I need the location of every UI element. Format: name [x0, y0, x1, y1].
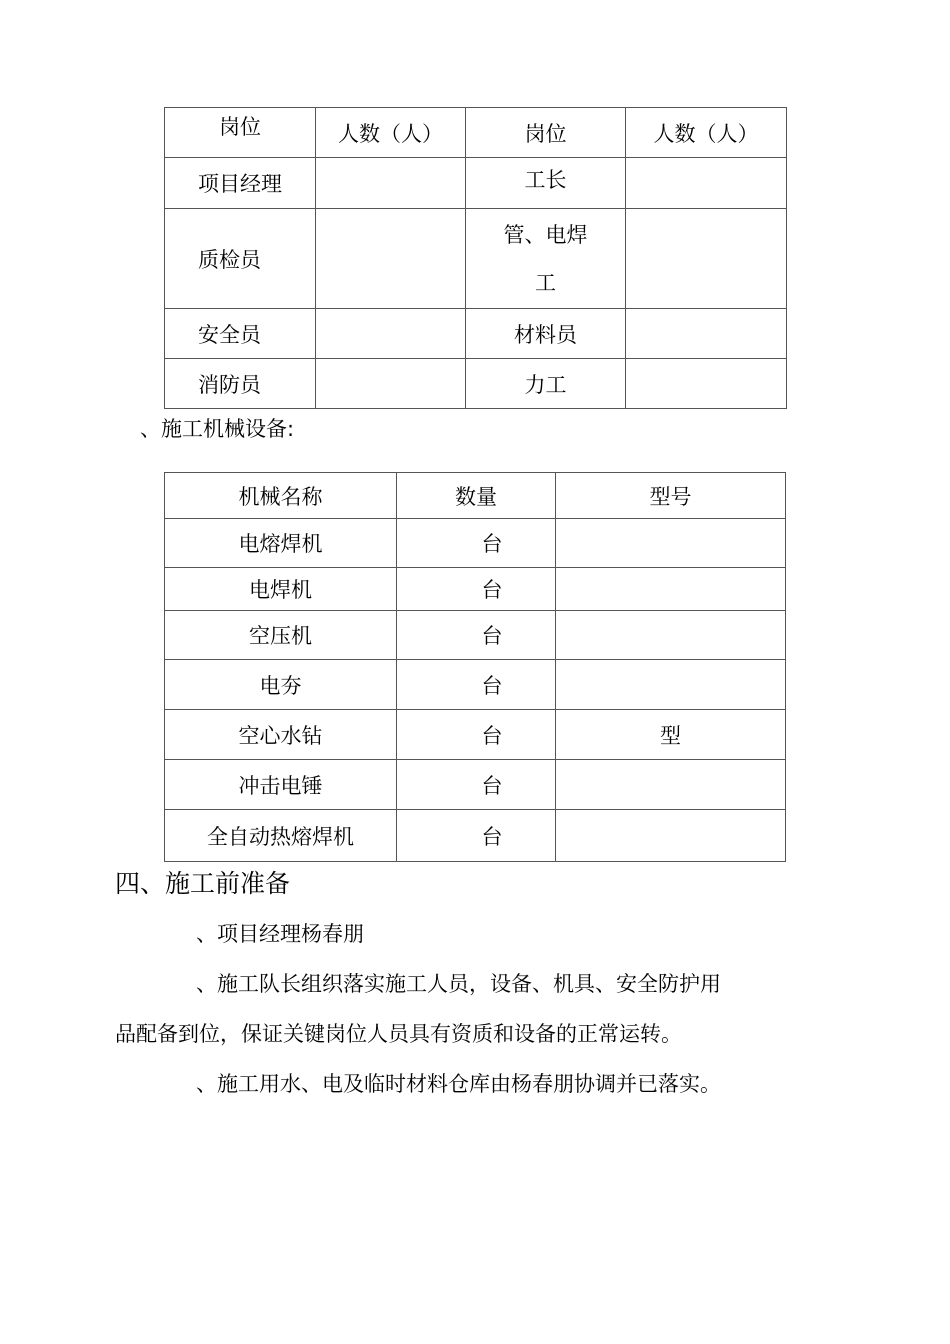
quantity-cell: 台: [397, 660, 556, 710]
header-cell: 人数（人）: [316, 108, 466, 158]
quantity-cell: 台: [397, 810, 556, 862]
role-cell: 消防员: [165, 359, 316, 409]
section-heading: 四、施工前准备: [115, 869, 291, 898]
table-row: [165, 660, 786, 710]
model-cell: [556, 660, 786, 710]
quantity-cell: 台: [397, 568, 556, 611]
role-line: 工: [535, 270, 556, 295]
header-cell: 岗位: [466, 108, 626, 158]
count-cell: [626, 158, 787, 209]
paragraph-line: 品配备到位，保证关键岗位人员具有资质和设备的正常运转。: [115, 1022, 682, 1046]
quantity-cell: 台: [397, 760, 556, 810]
machine-name-cell: 电夯: [165, 660, 397, 710]
header-cell: 人数（人）: [626, 108, 787, 158]
model-cell: [556, 810, 786, 862]
count-cell: [316, 209, 466, 309]
paragraph-line: 、施工用水、电及临时材料仓库由杨春朋协调并已落实。: [196, 1072, 721, 1096]
count-cell: [626, 359, 787, 409]
machine-name-cell: 空压机: [165, 611, 397, 660]
paragraph-line: 、施工队长组织落实施工人员，设备、机具、安全防护用: [196, 972, 721, 996]
table-row: [165, 810, 786, 862]
role-line: 管、电焊: [503, 222, 588, 247]
table-row: [165, 359, 787, 409]
staff-table: [164, 107, 787, 409]
model-cell: [556, 760, 786, 810]
table-row: [165, 568, 786, 611]
header-cell: 数量: [397, 473, 556, 519]
machine-name-cell: 电熔焊机: [165, 519, 397, 568]
model-cell: [556, 611, 786, 660]
equipment-heading: 、施工机械设备:: [140, 417, 295, 441]
table-row: [165, 158, 787, 209]
table-row: [165, 209, 787, 309]
count-cell: [626, 309, 787, 359]
role-cell-multiline: [466, 209, 626, 309]
machine-name-cell: 冲击电锤: [165, 760, 397, 810]
count-cell: [316, 359, 466, 409]
paragraph-line: 、项目经理杨春朋: [196, 922, 364, 946]
count-cell: [316, 309, 466, 359]
role-cell: 工长: [466, 158, 626, 209]
role-cell: 质检员: [165, 209, 316, 309]
role-cell: 安全员: [165, 309, 316, 359]
table-row: [165, 760, 786, 810]
machine-name-cell: 全自动热熔焊机: [165, 810, 397, 862]
quantity-cell: 台: [397, 519, 556, 568]
model-cell: 型: [556, 710, 786, 760]
model-cell: [556, 519, 786, 568]
table-row: [165, 309, 787, 359]
table-row: [165, 710, 786, 760]
model-cell: [556, 568, 786, 611]
table-header-row: [165, 473, 786, 519]
role-cell: 力工: [466, 359, 626, 409]
count-cell: [626, 209, 787, 309]
table-row: [165, 611, 786, 660]
header-cell: 机械名称: [165, 473, 397, 519]
role-cell: 项目经理: [165, 158, 316, 209]
machine-table: [164, 472, 786, 862]
count-cell: [316, 158, 466, 209]
machine-name-cell: 电焊机: [165, 568, 397, 611]
machine-name-cell: 空心水钻: [165, 710, 397, 760]
header-cell: 岗位: [165, 108, 316, 158]
quantity-cell: 台: [397, 611, 556, 660]
table-header-row: [165, 108, 787, 158]
table-row: [165, 519, 786, 568]
quantity-cell: 台: [397, 710, 556, 760]
role-cell: 材料员: [466, 309, 626, 359]
header-cell: 型号: [556, 473, 786, 519]
